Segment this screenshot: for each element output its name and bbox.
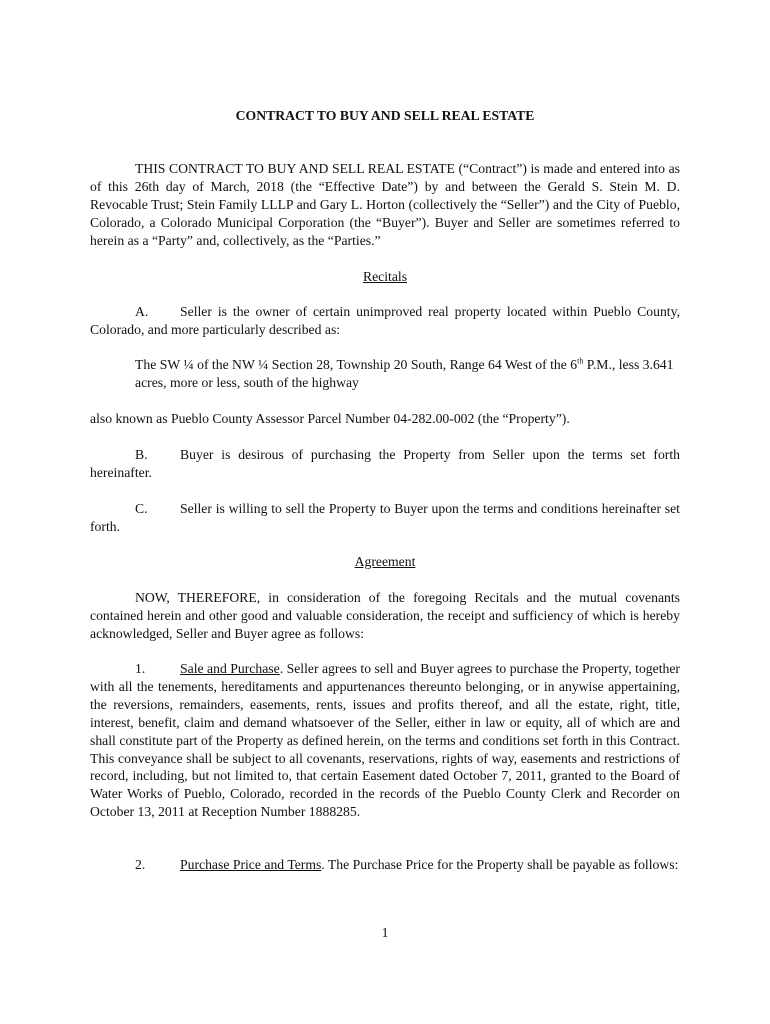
recital-c-label: C. xyxy=(135,501,148,516)
page-number: 1 xyxy=(381,925,389,940)
recital-b-text: Buyer is desirous of purchasing the Property from Seller upon the terms set forth hereinafter. xyxy=(90,447,680,480)
intro-paragraph: THIS CONTRACT TO BUY AND SELL REAL ESTATE (“Contract”) is made and entered into as of this 26th day of March, 2018 (the “Effective Date”) by and between the Gerald S. Stein M. D. Revocable Trust; Stein Family LLLP and Gary L. Horton (collectively the “Seller”) and the City of Pueblo, Colorado, a Colorado Municipal Corporation (the “Buyer”). Buyer and Seller are sometimes referred to herein as a “Party” and, collectively, as the “Parties.” xyxy=(90,161,680,248)
recital-b xyxy=(90,446,680,482)
recital-a-label: A. xyxy=(135,304,149,319)
section-2 xyxy=(90,856,680,874)
section-2-text: . The Purchase Price for the Property shall be payable as follows: xyxy=(321,857,679,872)
recital-c-text: Seller is willing to sell the Property to Buyer upon the terms and conditions hereinafter set forth. xyxy=(90,501,680,534)
agreement-heading-text: Agreement xyxy=(354,554,416,569)
legal-description-before: The SW ¼ of the NW ¼ Section 28, Township 20 South, Range 64 West of the 6 xyxy=(135,357,578,372)
section-1-label: 1. xyxy=(135,661,146,676)
section-1 xyxy=(90,660,680,821)
recitals-heading-text: Recitals xyxy=(362,269,408,284)
recital-a-text: Seller is the owner of certain unimproved real property located within Pueblo County, Colorado, and more particularly described as: xyxy=(90,304,680,337)
section-2-heading: Purchase Price and Terms xyxy=(180,857,322,872)
agreement-heading xyxy=(90,553,680,571)
recitals-heading xyxy=(90,268,680,286)
recital-a xyxy=(90,303,680,339)
legal-description xyxy=(135,356,680,392)
now-therefore-paragraph: NOW, THEREFORE, in consideration of the foregoing Recitals and the mutual covenants contained herein and other good and valuable consideration, the receipt and sufficiency of which is hereby acknowledged, Seller and Buyer agree as follows: xyxy=(90,590,680,641)
also-known-paragraph: also known as Pueblo County Assessor Parcel Number 04-282.00-002 (the “Property”). xyxy=(90,411,570,426)
section-2-label: 2. xyxy=(135,857,146,872)
recital-b-label: B. xyxy=(135,447,148,462)
section-1-heading: Sale and Purchase xyxy=(180,661,280,676)
legal-description-after: P.M., less 3.641 acres, more or less, south of the highway xyxy=(135,357,674,390)
recital-c xyxy=(90,500,680,536)
legal-description-sup: th xyxy=(577,356,584,366)
section-1-text: . Seller agrees to sell and Buyer agrees to purchase the Property, together with all the tenements, hereditaments and appurtenances thereunto belonging, or in anywise appertaining, the reversions, remainders, easements, rents, issues and profits thereof, and all the estate, right, title, interest, benefit, claim and demand whatsoever of the Seller, either in law or equity, all of which are and shall constitute part of the Property as defined herein, on the terms and conditions set forth in this Contract. This conveyance shall be subject to all covenants, reservations, rights of way, easements and restrictions of record, including, but not limited to, that certain Easement dated October 7, 2011, granted to the Board of Water Works of Pueblo, Colorado, recorded in the records of the Pueblo County Clerk and Recorder on October 13, 2011 at Reception Number 1888285. xyxy=(90,661,680,820)
document-title: CONTRACT TO BUY AND SELL REAL ESTATE xyxy=(235,108,535,123)
